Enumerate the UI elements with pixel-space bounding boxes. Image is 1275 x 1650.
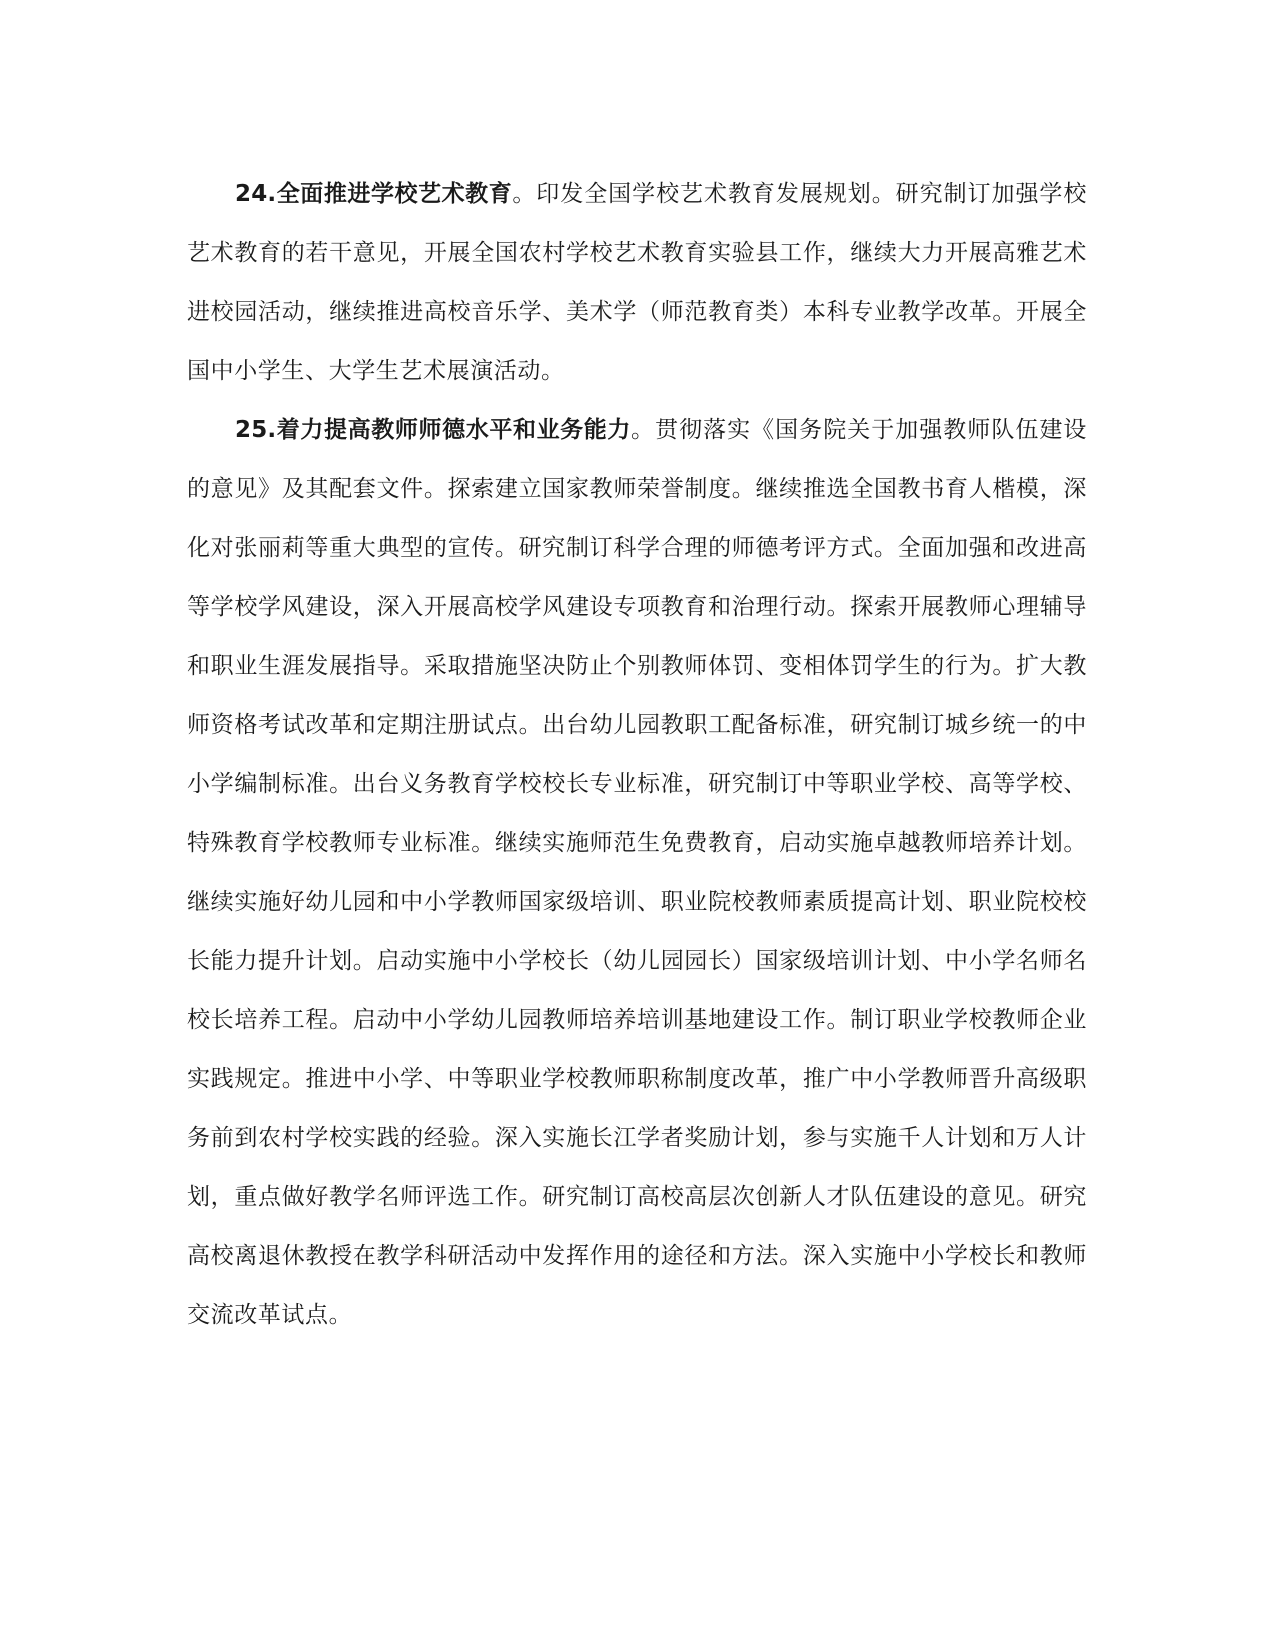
paragraph-text: 。印发全国学校艺术教育发展规划。研究制订加强学校艺术教育的若干意见，开展全国农村学校艺术教育实验县工作，继续大力开展高雅艺术进校园活动，继续推进高校音乐学、美术学（师范教育类）本科专业教学改革。开展全国中小学生、大学生艺术展演活动。 xyxy=(187,181,1087,384)
paragraph-heading: 25.着力提高教师师德水平和业务能力 xyxy=(235,417,632,443)
paragraph-art-education xyxy=(187,165,1087,401)
document-body xyxy=(187,165,1087,1345)
paragraph-teacher-ethics xyxy=(187,401,1087,1345)
paragraph-text: 。贯彻落实《国务院关于加强教师队伍建设的意见》及其配套文件。探索建立国家教师荣誉制度。继续推选全国教书育人楷模，深化对张丽莉等重大典型的宣传。研究制订科学合理的师德考评方式。全面加强和改进高等学校学风建设，深入开展高校学风建设专项教育和治理行动。探索开展教师心理辅导和职业生涯发展指导。采取措施坚决防止个别教师体罚、变相体罚学生的行为。扩大教师资格考试改革和定期注册试点。出台幼儿园教职工配备标准，研究制订城乡统一的中小学编制标准。出台义务教育学校校长专业标准，研究制订中等职业学校、高等学校、特殊教育学校教师专业标准。继续实施师范生免费教育，启动实施卓越教师培养计划。继续实施好幼儿园和中小学教师国家级培训、职业院校教师素质提高计划、职业院校校长能力提升计划。启动实施中小学校长（幼儿园园长）国家级培训计划、中小学名师名校长培养工程。启动中小学幼儿园教师培养培训基地建设工作。制订职业学校教师企业实践规定。推进中小学、中等职业学校教师职称制度改革，推广中小学教师晋升高级职务前到农村学校实践的经验。深入实施长江学者奖励计划，参与实施千人计划和万人计划，重点做好教学名师评选工作。研究制订高校高层次创新人才队伍建设的意见。研究高校离退休教授在教学科研活动中发挥作用的途径和方法。深入实施中小学校长和教师交流改革试点。 xyxy=(187,417,1087,1328)
paragraph-heading: 24.全面推进学校艺术教育 xyxy=(235,181,513,207)
